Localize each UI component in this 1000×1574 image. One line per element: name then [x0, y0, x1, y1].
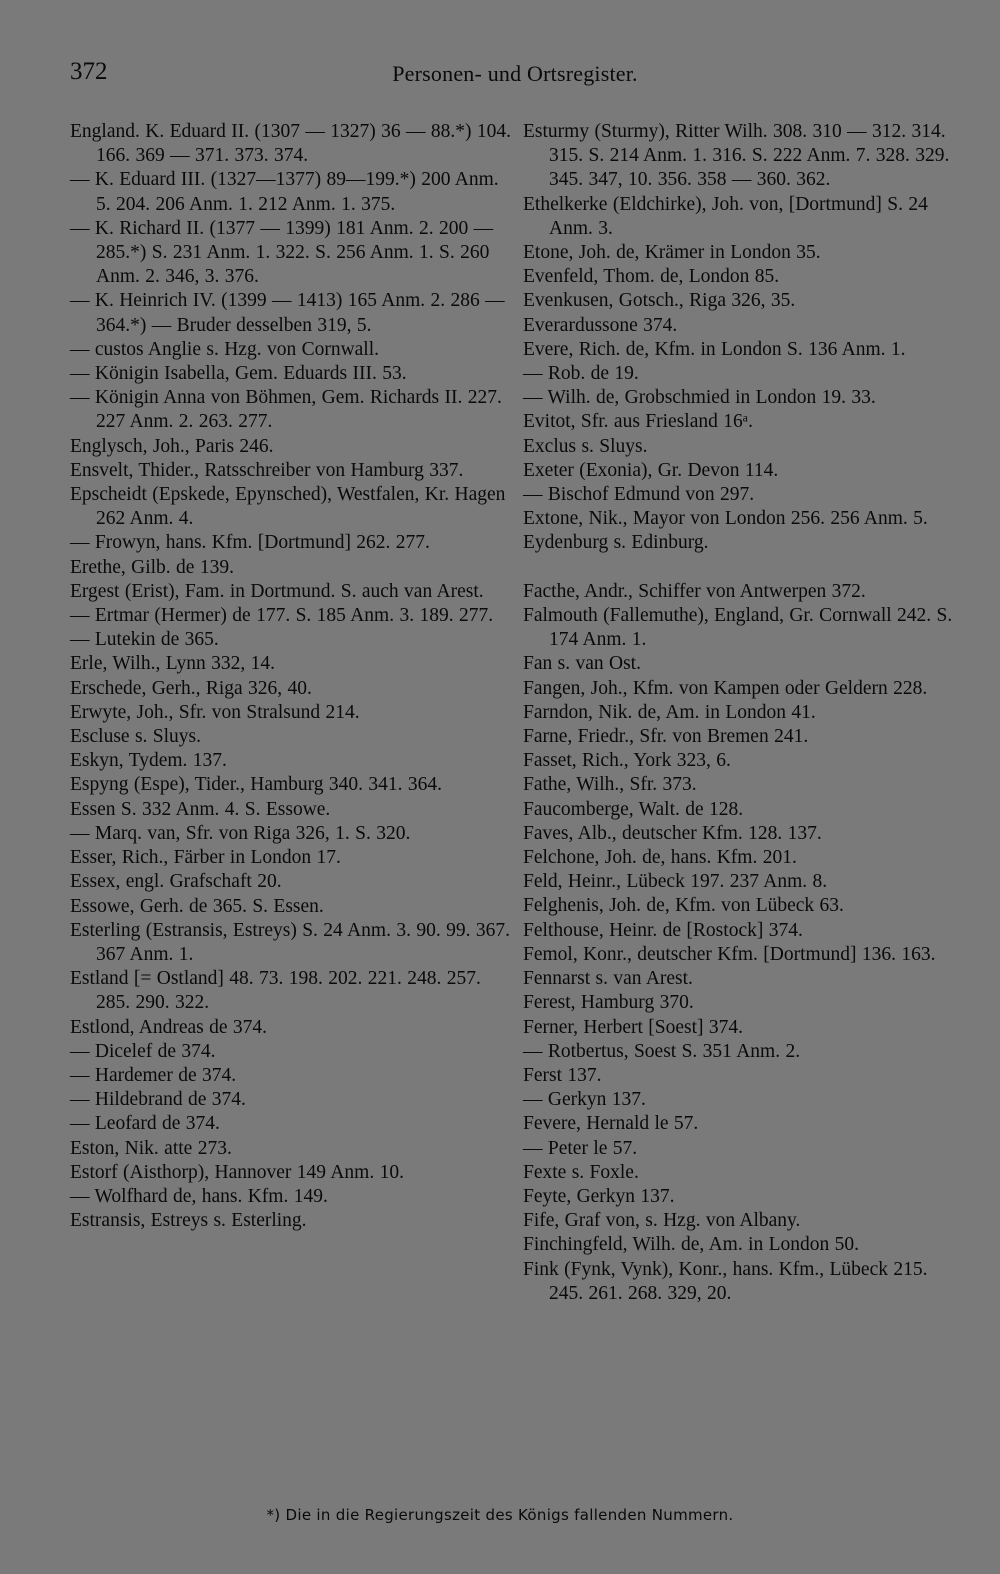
index-entry: Everardussone 374.: [523, 314, 678, 336]
index-entry: Felchone, Joh. de, hans. Kfm. 201.: [523, 847, 797, 869]
index-entry: — Gerkyn 137.: [523, 1089, 646, 1111]
index-entry: — Bischof Edmund von 297.: [523, 484, 755, 506]
index-entry: Feld, Heinr., Lübeck 197. 237 Anm. 8.: [523, 871, 828, 893]
index-entry: Espyng (Espe), Tider., Hamburg 340. 341. 364.: [70, 774, 443, 796]
index-entry: Eston, Nik. atte 273.: [70, 1137, 232, 1159]
index-entry: — Hildebrand de 374.: [70, 1089, 246, 1111]
index-entry: Esturmy (Sturmy), Ritter Wilh. 308. 310 — 312. 314. 315. S. 214 Anm. 1. 316. S. 222 Anm. 7. 328. 329. 345. 347, 10. 356. 358 — 360. 362.: [523, 121, 950, 191]
index-entry: Ensvelt, Thider., Ratsschreiber von Hamburg 337.: [70, 459, 464, 481]
index-entry: Fathe, Wilh., Sfr. 373.: [523, 774, 697, 796]
index-entry: Estorf (Aisthorp), Hannover 149 Anm. 10.: [70, 1161, 404, 1183]
index-entry: — Königin Anna von Böhmen, Gem. Richards II. 227. 227 Anm. 2. 263. 277.: [70, 387, 502, 433]
index-entry: — K. Eduard III. (1327—1377) 89—199.*) 200 Anm. 5. 204. 206 Anm. 1. 212 Anm. 1. 375.: [70, 169, 499, 215]
index-entry: England. K. Eduard II. (1307 — 1327) 36 — 88.*) 104. 166. 369 — 371. 373. 374.: [70, 121, 511, 167]
index-entry: Ferest, Hamburg 370.: [523, 992, 694, 1014]
index-entry: Erschede, Gerh., Riga 326, 40.: [70, 677, 312, 699]
index-entry: — K. Heinrich IV. (1399 — 1413) 165 Anm. 2. 286 — 364.*) — Bruder desselben 319, 5.: [70, 290, 505, 336]
running-head: Personen- und Ortsregister.: [392, 61, 638, 86]
index-entry: Fevere, Hernald le 57.: [523, 1113, 699, 1135]
index-entry: Escluse s. Sluys.: [70, 726, 202, 748]
index-entry: — Lutekin de 365.: [70, 629, 219, 651]
index-entry: Erle, Wilh., Lynn 332, 14.: [70, 653, 276, 675]
index-entry: Falmouth (Fallemuthe), England, Gr. Cornwall 242. S. 174 Anm. 1.: [523, 605, 953, 651]
index-entry: — Rob. de 19.: [523, 363, 639, 385]
index-entry: Essowe, Gerh. de 365. S. Essen.: [70, 895, 324, 917]
index-entry: Estransis, Estreys s. Esterling.: [70, 1210, 307, 1232]
index-entry: Farne, Friedr., Sfr. von Bremen 241.: [523, 726, 809, 748]
index-entry: — Hardemer de 374.: [70, 1064, 237, 1086]
index-entry: Evitot, Sfr. aus Friesland 16ᵃ.: [523, 411, 753, 433]
index-entry: Esser, Rich., Färber in London 17.: [70, 847, 341, 869]
index-entry: Estlond, Andreas de 374.: [70, 1016, 268, 1038]
index-entry: Fennarst s. van Arest.: [523, 968, 693, 990]
index-entry: Exeter (Exonia), Gr. Devon 114.: [523, 459, 779, 481]
index-entry: — Frowyn, hans. Kfm. [Dortmund] 262. 277.: [70, 532, 430, 554]
index-entry: Essen S. 332 Anm. 4. S. Essowe.: [70, 798, 331, 820]
index-entry: Faves, Alb., deutscher Kfm. 128. 137.: [523, 822, 822, 844]
index-entry: Eydenburg s. Edinburg.: [523, 532, 709, 554]
index-entry: Ferner, Herbert [Soest] 374.: [523, 1016, 744, 1038]
index-entry: Erethe, Gilb. de 139.: [70, 556, 234, 578]
index-entry: Finchingfeld, Wilh. de, Am. in London 50.: [523, 1234, 860, 1256]
page-number: 372: [70, 58, 108, 85]
index-entry: Facthe, Andr., Schiffer von Antwerpen 372.: [523, 580, 866, 602]
index-entry: Faucomberge, Walt. de 128.: [523, 798, 744, 820]
index-entry: Femol, Konr., deutscher Kfm. [Dortmund] 136. 163.: [523, 943, 936, 965]
index-entry: Ethelkerke (Eldchirke), Joh. von, [Dortmund] S. 24 Anm. 3.: [523, 193, 928, 239]
index-entry: Erwyte, Joh., Sfr. von Stralsund 214.: [70, 701, 360, 723]
index-entry: Etone, Joh. de, Krämer in London 35.: [523, 242, 821, 264]
index-entry: Felghenis, Joh. de, Kfm. von Lübeck 63.: [523, 895, 844, 917]
index-entry: Fan s. van Ost.: [523, 653, 641, 675]
index-entry: — Königin Isabella, Gem. Eduards III. 53.: [70, 363, 407, 385]
index-entry: Essex, engl. Grafschaft 20.: [70, 871, 282, 893]
index-entry: — custos Anglie s. Hzg. von Cornwall.: [70, 338, 380, 360]
index-entry: Estland [= Ostland] 48. 73. 198. 202. 221. 248. 257. 285. 290. 322.: [70, 968, 481, 1014]
index-entry: Fangen, Joh., Kfm. von Kampen oder Geldern 228.: [523, 677, 928, 699]
index-entry: Evere, Rich. de, Kfm. in London S. 136 Anm. 1.: [523, 338, 906, 360]
index-entry: Feyte, Gerkyn 137.: [523, 1185, 675, 1207]
page-header: [70, 58, 960, 98]
index-entry: Farndon, Nik. de, Am. in London 41.: [523, 701, 816, 723]
index-entry: — Leofard de 374.: [70, 1113, 220, 1135]
index-entry: — Dicelef de 374.: [70, 1040, 216, 1062]
index-entry: Evenfeld, Thom. de, London 85.: [523, 266, 780, 288]
index-entry: — Rotbertus, Soest S. 351 Anm. 2.: [523, 1040, 801, 1062]
index-entry: Fexte s. Foxle.: [523, 1161, 639, 1183]
index-entry: Felthouse, Heinr. de [Rostock] 374.: [523, 919, 803, 941]
index-entry: — Wolfhard de, hans. Kfm. 149.: [70, 1185, 328, 1207]
index-entry: Ferst 137.: [523, 1064, 602, 1086]
index-entry: — Marq. van, Sfr. von Riga 326, 1. S. 320.: [70, 822, 411, 844]
footnote: *) Die in die Regierungszeit des Königs fallenden Nummern.: [266, 1506, 734, 1524]
index-entry: Fink (Fynk, Vynk), Konr., hans. Kfm., Lübeck 215. 245. 261. 268. 329, 20.: [523, 1258, 928, 1304]
index-entry: Epscheidt (Epskede, Epynsched), Westfalen, Kr. Hagen 262 Anm. 4.: [70, 484, 506, 530]
index-entry: Englysch, Joh., Paris 246.: [70, 435, 274, 457]
index-entry: — K. Richard II. (1377 — 1399) 181 Anm. 2. 200 — 285.*) S. 231 Anm. 1. 322. S. 256 Anm. 1. S. 260 Anm. 2. 346, 3. 376.: [70, 217, 494, 288]
index-entry: Evenkusen, Gotsch., Riga 326, 35.: [523, 290, 796, 312]
index-column-left: [70, 120, 515, 1233]
index-entry: Extone, Nik., Mayor von London 256. 256 Anm. 5.: [523, 508, 928, 530]
index-entry: Eskyn, Tydem. 137.: [70, 750, 227, 772]
index-entry: — Wilh. de, Grobschmied in London 19. 33.: [523, 387, 876, 409]
index-column-right: [523, 120, 963, 1306]
index-entry: Ergest (Erist), Fam. in Dortmund. S. auch van Arest.: [70, 580, 484, 602]
index-entry: — Peter le 57.: [523, 1137, 638, 1159]
index-entry: Fife, Graf von, s. Hzg. von Albany.: [523, 1210, 801, 1232]
index-entry: Fasset, Rich., York 323, 6.: [523, 750, 731, 772]
index-entry: — Ertmar (Hermer) de 177. S. 185 Anm. 3. 189. 277.: [70, 605, 494, 627]
index-entry: Esterling (Estransis, Estreys) S. 24 Anm. 3. 90. 99. 367. 367 Anm. 1.: [70, 919, 510, 965]
index-entry: Exclus s. Sluys.: [523, 435, 648, 457]
